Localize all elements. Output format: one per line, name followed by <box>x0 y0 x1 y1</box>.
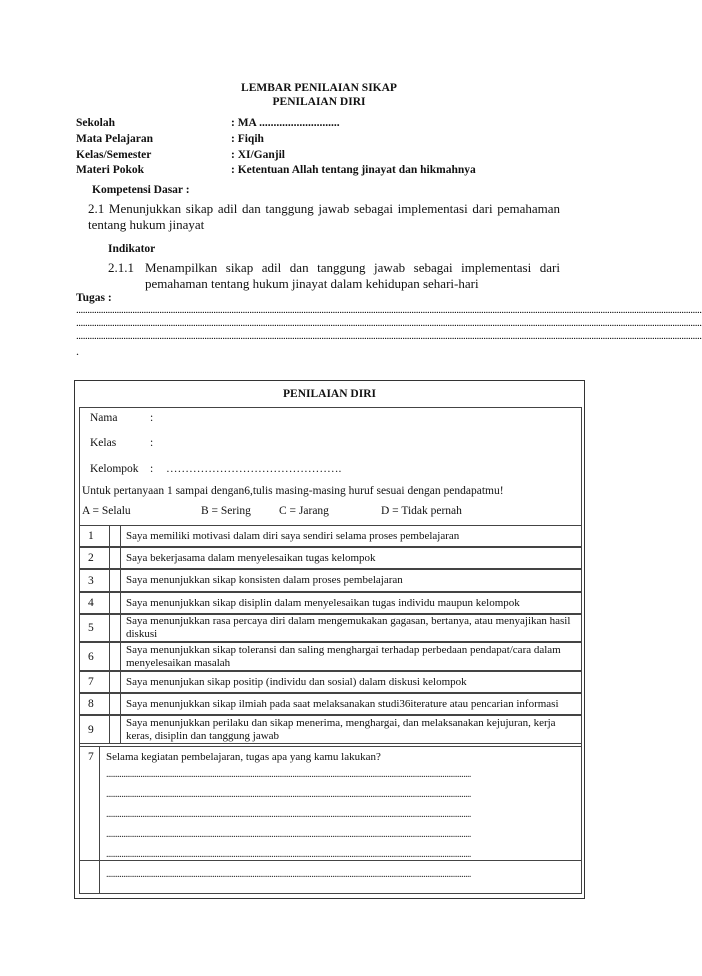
question-number: 8 <box>80 694 110 714</box>
penilaian-diri-form <box>74 380 585 899</box>
answer-line[interactable]: ................................................................................................................................................................................................ <box>106 869 471 880</box>
question-row <box>79 569 582 592</box>
question-text: Saya memiliki motivasi dalam diri saya sendiri selama proses pembelajaran <box>126 529 460 542</box>
info-value-materi: : Ketentuan Allah tentang jinayat dan hikmahnya <box>231 164 476 176</box>
question-number: 6 <box>80 643 110 670</box>
kelompok-colon: : <box>150 463 154 475</box>
kompetensi-text: 2.1 Menunjukkan sikap adil dan tanggung jawab sebagai implementasi dari pemahaman tentang hukum jinayat <box>88 201 560 232</box>
answer-cell[interactable] <box>110 694 121 714</box>
option-a: A = Selalu <box>82 505 131 517</box>
question-row <box>79 693 582 715</box>
tugas-line-1: ...................................................................................................................................................................................................................................................................................... <box>76 304 702 316</box>
open-question-box <box>79 746 582 894</box>
answer-line[interactable]: ................................................................................................................................................................................................ <box>106 769 471 780</box>
open-question-text: Selama kegiatan pembelajaran, tugas apa yang kamu lakukan? <box>106 751 381 763</box>
answer-cell[interactable] <box>110 593 121 613</box>
kelompok-field[interactable]: ………………………………………. <box>166 463 342 475</box>
info-label-sekolah: Sekolah <box>76 117 115 129</box>
tugas-line-3: ...................................................................................................................................................................................................................................................................................... <box>76 330 702 342</box>
answer-line[interactable]: ................................................................................................................................................................................................ <box>106 849 471 860</box>
answer-cell[interactable] <box>110 548 121 568</box>
answer-cell[interactable] <box>110 570 121 591</box>
kelompok-label: Kelompok <box>90 463 139 475</box>
tugas-end-mark: . <box>76 344 79 358</box>
question-text: Saya menunjukkan perilaku dan sikap menerima, menghargai, dan melaksanakan kejujuran, kerja keras, disiplin dan tanggung jawab <box>126 716 556 742</box>
answer-cell[interactable] <box>110 526 121 546</box>
question-number: 7 <box>80 672 110 692</box>
question-text: Saya menunjukkan sikap toleransi dan saling menghargai terhadap perbedaan pendapat/cara dalam menyelesaikan masalah <box>126 643 561 669</box>
open-question-number: 7 <box>80 747 100 893</box>
info-label-materi: Materi Pokok <box>76 164 145 176</box>
indikator-label: Indikator <box>108 243 156 255</box>
option-b: B = Sering <box>201 505 251 517</box>
indikator-text: Menampilkan sikap adil dan tanggung jawab sebagai implementasi dari pemahaman tentang hukum jinayat dalam kehidupan sehari-hari <box>145 260 560 291</box>
info-label-mapel: Mata Pelajaran <box>76 133 153 145</box>
question-number: 9 <box>80 716 110 743</box>
question-number: 2 <box>80 548 110 568</box>
answer-line[interactable]: ................................................................................................................................................................................................ <box>106 809 471 820</box>
question-row <box>79 592 582 614</box>
indikator-number: 2.1.1 <box>108 260 134 275</box>
document-subtitle: PENILAIAN DIRI <box>272 96 366 108</box>
question-text: Saya menunjukkan sikap disiplin dalam menyelesaikan tugas individu maupun kelompok <box>126 596 520 609</box>
info-value-sekolah: : MA ............................ <box>231 117 340 129</box>
answer-cell[interactable] <box>110 643 121 670</box>
question-number: 4 <box>80 593 110 613</box>
question-number: 3 <box>80 570 110 591</box>
tugas-line-2: ...................................................................................................................................................................................................................................................................................... <box>76 317 702 329</box>
instruction-text: Untuk pertanyaan 1 sampai dengan6,tulis masing-masing huruf sesuai dengan pendapatmu! <box>82 485 504 497</box>
question-text: Saya menunjukkan sikap konsisten dalam proses pembelajaran <box>126 574 403 586</box>
question-text: Saya menunjukan sikap positip (individu dan sosial) dalam diskusi kelompok <box>126 675 467 688</box>
question-row <box>79 642 582 671</box>
info-value-kelas: : XI/Ganjil <box>231 149 285 161</box>
answer-cell[interactable] <box>110 716 121 743</box>
question-row <box>79 671 582 693</box>
question-text: Saya menunjukkan sikap ilmiah pada saat melaksanakan studi36iterature atau pencarian informasi <box>126 697 559 710</box>
kompetensi-label: Kompetensi Dasar : <box>92 184 190 196</box>
form-title: PENILAIAN DIRI <box>283 388 376 400</box>
question-text: Saya bekerjasama dalam menyelesaikan tugas kelompok <box>126 551 376 564</box>
answer-line[interactable]: ................................................................................................................................................................................................ <box>106 789 471 800</box>
question-row <box>79 547 582 569</box>
kelas-colon: : <box>150 437 154 449</box>
option-c: C = Jarang <box>279 505 329 517</box>
question-row <box>79 715 582 744</box>
answer-cell[interactable] <box>110 615 121 641</box>
option-d: D = Tidak pernah <box>381 505 462 517</box>
question-number: 1 <box>80 526 110 546</box>
question-row <box>79 525 582 547</box>
kelas-label: Kelas <box>90 437 117 449</box>
info-label-kelas: Kelas/Semester <box>76 149 152 161</box>
answer-line[interactable]: ................................................................................................................................................................................................ <box>106 829 471 840</box>
document-title: LEMBAR PENILAIAN SIKAP <box>241 82 397 94</box>
question-number: 5 <box>80 615 110 641</box>
nama-label: Nama <box>90 412 118 424</box>
answer-cell[interactable] <box>110 672 121 692</box>
nama-colon: : <box>150 412 154 424</box>
info-value-mapel: : Fiqih <box>231 133 264 145</box>
tugas-label: Tugas : <box>76 292 112 304</box>
question-text: Saya menunjukkan rasa percaya diri dalam mengemukakan gagasan, bertanya, atau menyajikan hasil diskusi <box>126 615 571 640</box>
question-row <box>79 614 582 642</box>
